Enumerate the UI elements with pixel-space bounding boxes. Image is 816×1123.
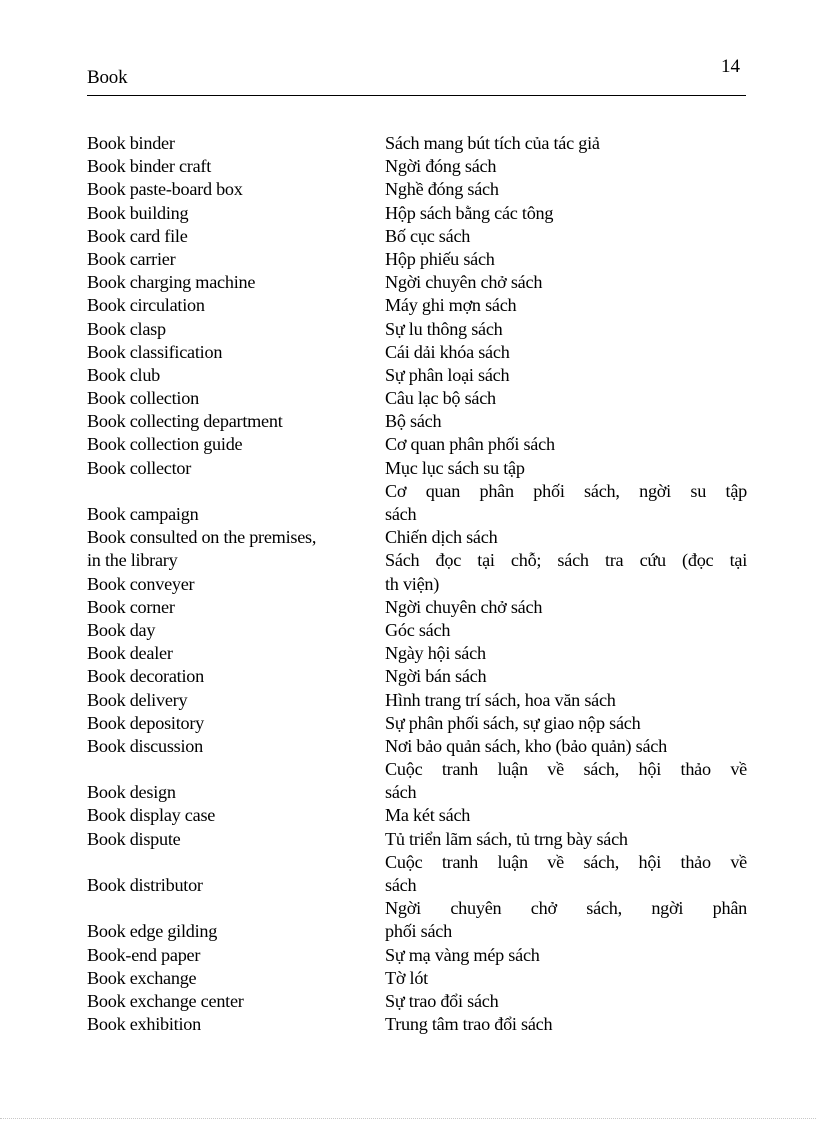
glossary-row [87, 619, 747, 642]
glossary-row [87, 967, 747, 990]
glossary-definition: Bộ sách [385, 411, 442, 432]
glossary-row [87, 920, 747, 943]
glossary-definition: Chiến dịch sách [385, 527, 498, 548]
glossary-definition: phối sách [385, 921, 452, 942]
glossary-row [87, 851, 747, 874]
glossary-row [87, 155, 747, 178]
glossary-definition: Ngời chuyên chở sách [385, 272, 543, 293]
glossary-definition: Sự lu thông sách [385, 318, 503, 339]
glossary-row [87, 758, 747, 781]
glossary-term: Book exchange [87, 967, 197, 988]
footer-divider [0, 1118, 816, 1119]
glossary-term: Book dispute [87, 828, 181, 849]
glossary-term: Book display case [87, 805, 216, 826]
glossary-row [87, 573, 747, 596]
glossary-definition: Ngời bán sách [385, 666, 487, 687]
glossary-definition: Ma két sách [385, 805, 471, 826]
glossary-term: Book collection [87, 388, 199, 409]
glossary-definition: sách [385, 504, 417, 524]
glossary-term: Book design [87, 782, 176, 803]
glossary-definition: Tủ triển lãm sách, tủ trng bày sách [385, 828, 628, 849]
glossary-term: Book edge gilding [87, 921, 218, 942]
glossary-term: Book collector [87, 457, 192, 478]
glossary-term: Book binder craft [87, 156, 212, 177]
glossary-definition: Ngời chuyên chở sách, ngời phân [385, 898, 747, 919]
glossary-row [87, 549, 747, 572]
glossary-definition: Sự mạ vàng mép sách [385, 944, 540, 965]
glossary-term: Book club [87, 364, 161, 385]
glossary-row [87, 294, 747, 317]
glossary-row [87, 202, 747, 225]
glossary-row [87, 1013, 747, 1036]
glossary-definition: Hình trang trí sách, hoa văn sách [385, 689, 616, 710]
page-header [87, 52, 746, 96]
glossary-row [87, 990, 747, 1013]
glossary-term: Book distributor [87, 875, 203, 895]
glossary-row [87, 318, 747, 341]
glossary-definition: sách [385, 782, 417, 803]
glossary-term: Book collecting department [87, 411, 283, 432]
glossary-definition: Ngời đóng sách [385, 156, 497, 177]
glossary-term: Book campaign [87, 504, 199, 524]
glossary-definition: Cái dải khóa sách [385, 341, 510, 362]
glossary-definition: Ngày hội sách [385, 643, 486, 664]
glossary-term [87, 851, 385, 874]
glossary-row [87, 944, 747, 967]
glossary-definition: Sách đọc tại chỗ; sách tra cứu (đọc tại [385, 550, 747, 571]
glossary-term: Book paste-board box [87, 179, 243, 200]
glossary-definition: Sự phân phối sách, sự giao nộp sách [385, 712, 641, 733]
glossary-term: Book depository [87, 712, 204, 733]
glossary-row [87, 526, 747, 549]
glossary-term: Book exchange center [87, 990, 244, 1011]
glossary-definition: Sách mang bút tích của tác giả [385, 133, 600, 153]
glossary-definition: Hộp sách bằng các tông [385, 202, 554, 223]
glossary-row [87, 689, 747, 712]
glossary-definition: Trung tâm trao đổi sách [385, 1014, 553, 1035]
glossary-row [87, 364, 747, 387]
glossary-row [87, 503, 747, 526]
glossary-definition: Ngời chuyên chở sách [385, 596, 543, 617]
glossary-definition: Sự phân loại sách [385, 364, 510, 385]
glossary-term: Book conveyer [87, 573, 195, 594]
glossary-term: Book classification [87, 341, 223, 362]
glossary-term: in the library [87, 550, 178, 571]
glossary-row [87, 341, 747, 364]
glossary-row [87, 804, 747, 827]
glossary-row [87, 457, 747, 480]
glossary-definition: Nơi bảo quản sách, kho (bảo quản) sách [385, 735, 667, 756]
glossary-definition: th viện) [385, 573, 440, 594]
glossary-term: Book binder [87, 133, 175, 153]
glossary-term: Book carrier [87, 248, 176, 269]
glossary-list [87, 132, 747, 1036]
glossary-term: Book decoration [87, 666, 204, 687]
glossary-term: Book clasp [87, 318, 166, 339]
glossary-row [87, 735, 747, 758]
glossary-term: Book-end paper [87, 944, 201, 965]
glossary-definition: Cuộc tranh luận về sách, hội thảo về [385, 851, 747, 872]
glossary-row [87, 248, 747, 271]
glossary-definition: Cuộc tranh luận về sách, hội thảo về [385, 759, 747, 780]
glossary-term: Book card file [87, 225, 188, 246]
glossary-term: Book dealer [87, 643, 173, 664]
glossary-row [87, 178, 747, 201]
glossary-row [87, 874, 747, 897]
glossary-row [87, 410, 747, 433]
glossary-definition: Nghề đóng sách [385, 179, 499, 200]
glossary-definition: Hộp phiếu sách [385, 248, 495, 269]
glossary-definition: Góc sách [385, 619, 451, 640]
glossary-term [87, 758, 385, 781]
glossary-row [87, 596, 747, 619]
glossary-term: Book exhibition [87, 1014, 201, 1035]
glossary-term [87, 480, 385, 503]
glossary-row [87, 387, 747, 410]
glossary-definition: Mục lục sách su tập [385, 457, 525, 478]
glossary-term: Book corner [87, 596, 175, 617]
glossary-definition: Cơ quan phân phối sách, ngời su tập [385, 480, 747, 501]
glossary-row [87, 433, 747, 456]
glossary-definition: Bố cục sách [385, 225, 471, 246]
glossary-row [87, 712, 747, 735]
glossary-row [87, 642, 747, 665]
glossary-definition: sách [385, 875, 417, 895]
glossary-row [87, 897, 747, 920]
glossary-term: Book building [87, 202, 189, 223]
glossary-term: Book circulation [87, 295, 205, 316]
glossary-term: Book discussion [87, 735, 203, 756]
page-number: 14 [721, 56, 740, 77]
glossary-row [87, 665, 747, 688]
glossary-row [87, 225, 747, 248]
glossary-term [87, 897, 385, 920]
glossary-definition: Máy ghi mợn sách [385, 295, 517, 316]
glossary-term: Book consulted on the premises, [87, 527, 317, 548]
glossary-definition: Câu lạc bộ sách [385, 388, 496, 409]
glossary-definition: Sự trao đổi sách [385, 990, 499, 1011]
glossary-definition: Tờ lót [385, 967, 428, 988]
glossary-term: Book collection guide [87, 434, 243, 455]
glossary-term: Book charging machine [87, 272, 256, 293]
glossary-row [87, 132, 747, 155]
glossary-row [87, 480, 747, 503]
glossary-term: Book day [87, 619, 156, 640]
glossary-term: Book delivery [87, 689, 188, 710]
glossary-definition: Cơ quan phân phối sách [385, 434, 555, 455]
glossary-row [87, 271, 747, 294]
header-title: Book [87, 67, 128, 88]
glossary-row [87, 828, 747, 851]
glossary-row [87, 781, 747, 804]
